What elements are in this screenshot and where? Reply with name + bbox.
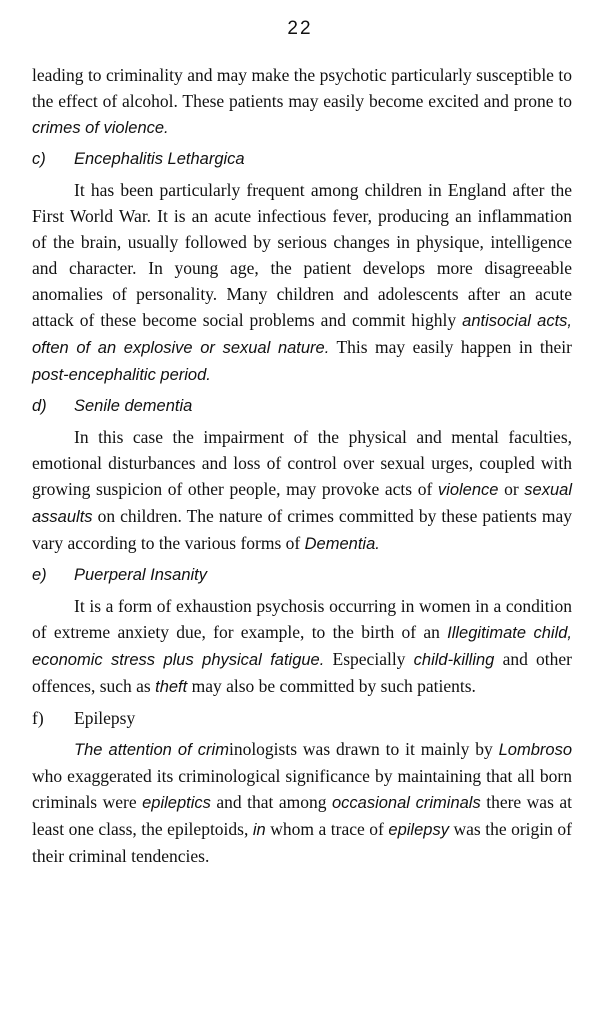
emphasis-text: epileptics <box>142 794 211 812</box>
section-title: Puerperal Insanity <box>74 566 207 584</box>
paragraph-psychosis-continuation <box>32 62 572 141</box>
text-run: was the origin of their criminal tendencies. <box>32 819 572 866</box>
emphasis-text: The attention of crim <box>74 741 229 759</box>
emphasis-text: occasional criminals <box>331 794 481 812</box>
text-run: on children. The nature of crimes committed by these patients may vary according to the various forms of <box>32 506 572 553</box>
emphasis-text: post-encephalitic period. <box>32 366 211 384</box>
emphasis-text: antisocial acts, often of an explosive or sexual nature. <box>32 312 572 357</box>
emphasis-text: child-killing <box>413 651 495 669</box>
paragraph-puerperal-insanity <box>32 593 572 700</box>
section-heading-d <box>32 392 572 420</box>
emphasis-text: Lombroso <box>498 741 572 759</box>
text-run: whom a trace of <box>265 819 389 839</box>
paragraph-epilepsy <box>32 736 572 869</box>
section-label: d) <box>32 397 47 415</box>
emphasis-text: violence <box>437 481 499 499</box>
text-run: Especially <box>324 649 414 669</box>
text-run: may also be committed by such patients. <box>187 676 476 696</box>
section-label: f) <box>32 708 44 728</box>
emphasis-text: crimes of violence. <box>32 119 169 137</box>
page-number: 22 <box>287 18 313 39</box>
section-title: Senile dementia <box>74 397 193 415</box>
section-heading-c <box>32 145 572 173</box>
text-run: It is a form of exhaustion psychosis occurring in women in a condition of extreme anxiety due, for example, to the birth of an <box>32 596 572 642</box>
section-heading-e <box>32 561 572 589</box>
text-run: It has been particularly frequent among children in England after the First World War. It is an acute infectious fever, producing an inflammation of the brain, usually followed by serious changes in physique, intelligence and character. In young age, the patient develops more disagreeable anomalies of personality. Many children and adolescents after an acute attack of these become social problems and commit highly <box>32 180 572 330</box>
emphasis-text: epilepsy <box>388 821 449 839</box>
emphasis-text: in <box>252 821 266 839</box>
section-label: e) <box>32 566 47 584</box>
emphasis-text: sexual assaults <box>32 481 572 526</box>
text-run: inologists was drawn to it mainly by <box>228 739 499 759</box>
text-run: there was at least one class, the epileptoids, <box>32 792 572 839</box>
text-run: and that among <box>210 792 332 812</box>
text-run: or <box>498 479 525 499</box>
text-run: and other offences, such as <box>32 649 573 696</box>
emphasis-text: Dementia. <box>304 535 380 553</box>
section-heading-f <box>32 704 572 732</box>
emphasis-text: Illegitimate child, economic stress plus physical fatigue. <box>32 624 572 669</box>
emphasis-text: theft <box>155 678 188 696</box>
text-run: This may easily happen in their <box>329 337 572 357</box>
paragraph-senile-dementia <box>32 424 572 557</box>
section-label: c) <box>32 150 46 168</box>
section-title: Encephalitis Lethargica <box>74 150 245 168</box>
paragraph-encephalitis <box>32 177 572 388</box>
text-run: In this case the impairment of the physical and mental faculties, emotional disturbances and loss of control over sexual urges, coupled with growing suspicion of other people, may provoke acts of <box>32 427 572 499</box>
page-body <box>32 62 572 869</box>
text-run: who exaggerated its criminological significance by maintaining that all born criminals were <box>32 766 572 812</box>
section-title: Epilepsy <box>74 708 136 728</box>
text-run: leading to criminality and may make the psychotic particularly susceptible to the effect of alcohol. These patients may easily become excited and prone to <box>32 65 572 111</box>
